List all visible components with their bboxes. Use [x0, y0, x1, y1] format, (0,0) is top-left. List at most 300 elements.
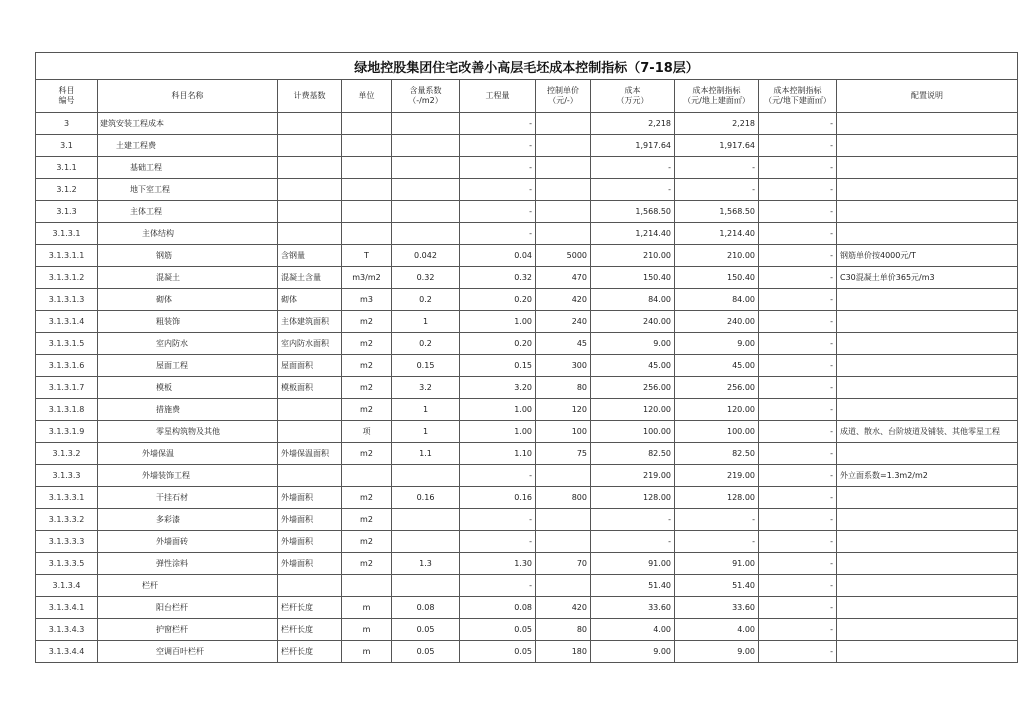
- cell-ctrl-below[interactable]: -: [759, 355, 837, 377]
- header-name[interactable]: 科目名称: [98, 80, 278, 113]
- cell-base[interactable]: 外墙面积: [278, 553, 342, 575]
- cell-price[interactable]: 800: [536, 487, 591, 509]
- cell-cost[interactable]: 219.00: [591, 465, 675, 487]
- cell-base[interactable]: 外墙保温面积: [278, 443, 342, 465]
- cell-code[interactable]: 3.1.3.3.1: [36, 487, 98, 509]
- cell-cost[interactable]: 240.00: [591, 311, 675, 333]
- table-row: [36, 311, 1018, 333]
- cell-price[interactable]: [536, 201, 591, 223]
- cell-code[interactable]: 3.1: [36, 135, 98, 157]
- cell-ctrl-below[interactable]: -: [759, 245, 837, 267]
- cell-name[interactable]: 建筑安装工程成本: [98, 113, 278, 135]
- table-row: [36, 289, 1018, 311]
- cell-base[interactable]: [278, 399, 342, 421]
- cell-qty[interactable]: 0.16: [460, 487, 536, 509]
- cell-name[interactable]: 粗装饰: [98, 311, 278, 333]
- table-row: [36, 377, 1018, 399]
- cell-note[interactable]: [837, 597, 1018, 619]
- cell-qty[interactable]: -: [460, 465, 536, 487]
- cell-base[interactable]: 模板面积: [278, 377, 342, 399]
- cell-ctrl-above[interactable]: 1,917.64: [675, 135, 759, 157]
- cell-qty[interactable]: -: [460, 575, 536, 597]
- cell-unit[interactable]: [342, 223, 392, 245]
- cell-ctrl-below[interactable]: -: [759, 465, 837, 487]
- cell-base[interactable]: [278, 201, 342, 223]
- cell-ctrl-above[interactable]: -: [675, 531, 759, 553]
- cell-price[interactable]: 80: [536, 619, 591, 641]
- cell-note[interactable]: [837, 641, 1018, 663]
- cell-coef[interactable]: [392, 157, 460, 179]
- cell-base[interactable]: [278, 135, 342, 157]
- cell-qty[interactable]: 1.00: [460, 421, 536, 443]
- cell-qty[interactable]: -: [460, 157, 536, 179]
- cell-code[interactable]: 3.1.3.3.3: [36, 531, 98, 553]
- header-coef[interactable]: 含量系数 （-/m2）: [392, 80, 460, 113]
- cell-price[interactable]: [536, 465, 591, 487]
- cell-cost[interactable]: 2,218: [591, 113, 675, 135]
- cell-cost[interactable]: 33.60: [591, 597, 675, 619]
- cell-note[interactable]: [837, 157, 1018, 179]
- cell-coef[interactable]: 0.08: [392, 597, 460, 619]
- header-price[interactable]: 控制单价 （元/-）: [536, 80, 591, 113]
- cell-name[interactable]: 室内防水: [98, 333, 278, 355]
- cell-unit[interactable]: m2: [342, 355, 392, 377]
- cell-base[interactable]: [278, 113, 342, 135]
- cell-ctrl-above[interactable]: 1,214.40: [675, 223, 759, 245]
- cell-qty[interactable]: -: [460, 135, 536, 157]
- cell-unit[interactable]: 项: [342, 421, 392, 443]
- cell-name[interactable]: 屋面工程: [98, 355, 278, 377]
- cell-unit[interactable]: [342, 179, 392, 201]
- cell-cost[interactable]: 1,568.50: [591, 201, 675, 223]
- cell-price[interactable]: 45: [536, 333, 591, 355]
- cell-code[interactable]: 3.1.3.4: [36, 575, 98, 597]
- cell-price[interactable]: [536, 113, 591, 135]
- cell-coef[interactable]: 0.16: [392, 487, 460, 509]
- cell-price[interactable]: 100: [536, 421, 591, 443]
- cell-price[interactable]: [536, 135, 591, 157]
- cell-code[interactable]: 3.1.3.3: [36, 465, 98, 487]
- table-row: [36, 355, 1018, 377]
- cell-unit[interactable]: m2: [342, 443, 392, 465]
- cell-ctrl-above[interactable]: 91.00: [675, 553, 759, 575]
- cell-ctrl-above[interactable]: 33.60: [675, 597, 759, 619]
- table-row: [36, 223, 1018, 245]
- cell-base[interactable]: [278, 421, 342, 443]
- cell-price[interactable]: 420: [536, 289, 591, 311]
- cell-cost[interactable]: 9.00: [591, 333, 675, 355]
- cell-coef[interactable]: 0.15: [392, 355, 460, 377]
- cell-code[interactable]: 3.1.3.1.9: [36, 421, 98, 443]
- cell-name[interactable]: 主体工程: [98, 201, 278, 223]
- cell-cost[interactable]: 9.00: [591, 641, 675, 663]
- cell-base[interactable]: 栏杆长度: [278, 619, 342, 641]
- cell-base[interactable]: 外墙面积: [278, 487, 342, 509]
- cell-ctrl-above[interactable]: 82.50: [675, 443, 759, 465]
- cell-code[interactable]: 3.1.3.3.2: [36, 509, 98, 531]
- cell-name[interactable]: 模板: [98, 377, 278, 399]
- cell-name[interactable]: 主体结构: [98, 223, 278, 245]
- cell-price[interactable]: 80: [536, 377, 591, 399]
- cell-ctrl-below[interactable]: -: [759, 157, 837, 179]
- cell-name[interactable]: 弹性涂料: [98, 553, 278, 575]
- cell-base[interactable]: 栏杆长度: [278, 597, 342, 619]
- cell-note[interactable]: [837, 619, 1018, 641]
- cell-note[interactable]: [837, 531, 1018, 553]
- cell-code[interactable]: 3.1.2: [36, 179, 98, 201]
- cell-name[interactable]: 外墙保温: [98, 443, 278, 465]
- header-ctrl-below[interactable]: 成本控制指标 （元/地下建面㎡）: [759, 80, 837, 113]
- cell-name[interactable]: 土建工程费: [98, 135, 278, 157]
- cell-ctrl-above[interactable]: 150.40: [675, 267, 759, 289]
- cell-base[interactable]: [278, 179, 342, 201]
- cell-unit[interactable]: m2: [342, 553, 392, 575]
- cell-name[interactable]: 砌体: [98, 289, 278, 311]
- cell-ctrl-below[interactable]: -: [759, 113, 837, 135]
- cell-name[interactable]: 零星构筑物及其他: [98, 421, 278, 443]
- cell-coef[interactable]: [392, 201, 460, 223]
- cell-qty[interactable]: 3.20: [460, 377, 536, 399]
- cell-cost[interactable]: 4.00: [591, 619, 675, 641]
- cell-ctrl-above[interactable]: 9.00: [675, 333, 759, 355]
- cell-ctrl-below[interactable]: -: [759, 333, 837, 355]
- header-base[interactable]: 计费基数: [278, 80, 342, 113]
- cell-cost[interactable]: 150.40: [591, 267, 675, 289]
- cell-unit[interactable]: m: [342, 619, 392, 641]
- cell-base[interactable]: [278, 575, 342, 597]
- cell-coef[interactable]: 1.3: [392, 553, 460, 575]
- cell-base[interactable]: 含钢量: [278, 245, 342, 267]
- cell-qty[interactable]: 0.15: [460, 355, 536, 377]
- cell-base[interactable]: 室内防水面积: [278, 333, 342, 355]
- cell-note[interactable]: [837, 509, 1018, 531]
- cell-coef[interactable]: [392, 113, 460, 135]
- cell-code[interactable]: 3.1.3.4.4: [36, 641, 98, 663]
- cell-note[interactable]: [837, 575, 1018, 597]
- cell-note[interactable]: [837, 289, 1018, 311]
- header-note[interactable]: 配置说明: [837, 80, 1018, 113]
- cell-price[interactable]: [536, 509, 591, 531]
- cell-ctrl-above[interactable]: 1,568.50: [675, 201, 759, 223]
- cell-name[interactable]: 外墙面砖: [98, 531, 278, 553]
- cell-name[interactable]: 栏杆: [98, 575, 278, 597]
- table-row: [36, 509, 1018, 531]
- cell-cost[interactable]: 1,917.64: [591, 135, 675, 157]
- cell-ctrl-below[interactable]: -: [759, 575, 837, 597]
- cell-cost[interactable]: 120.00: [591, 399, 675, 421]
- cell-name[interactable]: 外墙装饰工程: [98, 465, 278, 487]
- cell-note[interactable]: [837, 179, 1018, 201]
- cell-coef[interactable]: 0.05: [392, 619, 460, 641]
- cell-cost[interactable]: -: [591, 179, 675, 201]
- cell-unit[interactable]: m2: [342, 311, 392, 333]
- cell-unit[interactable]: m2: [342, 509, 392, 531]
- cell-coef[interactable]: [392, 179, 460, 201]
- cell-name[interactable]: 基础工程: [98, 157, 278, 179]
- cell-ctrl-above[interactable]: 45.00: [675, 355, 759, 377]
- cell-base[interactable]: [278, 465, 342, 487]
- cell-ctrl-below[interactable]: -: [759, 399, 837, 421]
- cell-unit[interactable]: m3/m2: [342, 267, 392, 289]
- cell-unit[interactable]: T: [342, 245, 392, 267]
- cell-ctrl-above[interactable]: 51.40: [675, 575, 759, 597]
- cell-cost[interactable]: 91.00: [591, 553, 675, 575]
- cell-cost[interactable]: 45.00: [591, 355, 675, 377]
- cell-price[interactable]: [536, 179, 591, 201]
- cell-note[interactable]: 成道、散水、台阶坡道及铺装、其他零星工程: [837, 421, 1018, 443]
- cell-cost[interactable]: 100.00: [591, 421, 675, 443]
- cell-name[interactable]: 地下室工程: [98, 179, 278, 201]
- cell-cost[interactable]: 1,214.40: [591, 223, 675, 245]
- cell-price[interactable]: [536, 575, 591, 597]
- cell-code[interactable]: 3.1.3.3.5: [36, 553, 98, 575]
- cell-note[interactable]: [837, 443, 1018, 465]
- cell-ctrl-below[interactable]: -: [759, 267, 837, 289]
- cell-cost[interactable]: 51.40: [591, 575, 675, 597]
- cell-price[interactable]: 300: [536, 355, 591, 377]
- cell-qty[interactable]: 1.00: [460, 399, 536, 421]
- cell-base[interactable]: 外墙面积: [278, 509, 342, 531]
- cell-ctrl-above[interactable]: 120.00: [675, 399, 759, 421]
- cell-qty[interactable]: 0.04: [460, 245, 536, 267]
- cost-table: [35, 52, 1018, 663]
- cell-qty[interactable]: 0.20: [460, 289, 536, 311]
- cell-code[interactable]: 3.1.3.1.2: [36, 267, 98, 289]
- cell-code[interactable]: 3.1.1: [36, 157, 98, 179]
- cell-base[interactable]: [278, 223, 342, 245]
- cell-qty[interactable]: 0.08: [460, 597, 536, 619]
- cell-coef[interactable]: [392, 509, 460, 531]
- sheet-title[interactable]: 绿地控股集团住宅改善小高层毛坯成本控制指标（7-18层）: [36, 53, 1018, 80]
- cell-unit[interactable]: m: [342, 597, 392, 619]
- cell-base[interactable]: 屋面面积: [278, 355, 342, 377]
- cell-ctrl-above[interactable]: 100.00: [675, 421, 759, 443]
- cell-qty[interactable]: 1.00: [460, 311, 536, 333]
- cell-note[interactable]: [837, 553, 1018, 575]
- cell-unit[interactable]: [342, 135, 392, 157]
- cell-coef[interactable]: [392, 575, 460, 597]
- cell-cost[interactable]: 84.00: [591, 289, 675, 311]
- cell-ctrl-above[interactable]: -: [675, 179, 759, 201]
- cell-note[interactable]: [837, 487, 1018, 509]
- cell-ctrl-below[interactable]: -: [759, 443, 837, 465]
- cell-code[interactable]: 3.1.3.1.5: [36, 333, 98, 355]
- header-cost[interactable]: 成本 （万元）: [591, 80, 675, 113]
- cell-ctrl-above[interactable]: -: [675, 509, 759, 531]
- cell-unit[interactable]: [342, 113, 392, 135]
- cell-unit[interactable]: [342, 201, 392, 223]
- cell-qty[interactable]: -: [460, 223, 536, 245]
- cell-cost[interactable]: 82.50: [591, 443, 675, 465]
- cell-note[interactable]: [837, 201, 1018, 223]
- cell-price[interactable]: 180: [536, 641, 591, 663]
- cell-unit[interactable]: m2: [342, 399, 392, 421]
- cell-qty[interactable]: -: [460, 179, 536, 201]
- cell-note[interactable]: [837, 333, 1018, 355]
- cell-code[interactable]: 3.1.3: [36, 201, 98, 223]
- cell-coef[interactable]: 1: [392, 311, 460, 333]
- cell-qty[interactable]: -: [460, 509, 536, 531]
- cell-name[interactable]: 空调百叶栏杆: [98, 641, 278, 663]
- cell-ctrl-below[interactable]: -: [759, 377, 837, 399]
- header-row: [36, 80, 1018, 113]
- cell-qty[interactable]: 0.20: [460, 333, 536, 355]
- cell-code[interactable]: 3.1.3.1.4: [36, 311, 98, 333]
- header-code[interactable]: 科目 编号: [36, 80, 98, 113]
- cell-base[interactable]: 栏杆长度: [278, 641, 342, 663]
- cell-cost[interactable]: -: [591, 157, 675, 179]
- cell-qty[interactable]: 1.10: [460, 443, 536, 465]
- cell-qty[interactable]: 1.30: [460, 553, 536, 575]
- cell-price[interactable]: 470: [536, 267, 591, 289]
- cell-name[interactable]: 护窗栏杆: [98, 619, 278, 641]
- cell-unit[interactable]: m3: [342, 289, 392, 311]
- cell-price[interactable]: [536, 531, 591, 553]
- cell-ctrl-above[interactable]: 219.00: [675, 465, 759, 487]
- cell-code[interactable]: 3.1.3.1.1: [36, 245, 98, 267]
- cell-unit[interactable]: m: [342, 641, 392, 663]
- cell-unit[interactable]: [342, 157, 392, 179]
- cell-price[interactable]: [536, 157, 591, 179]
- cell-unit[interactable]: m2: [342, 333, 392, 355]
- cell-price[interactable]: 5000: [536, 245, 591, 267]
- cell-qty[interactable]: 0.05: [460, 619, 536, 641]
- cell-note[interactable]: [837, 311, 1018, 333]
- cell-price[interactable]: 420: [536, 597, 591, 619]
- cell-ctrl-below[interactable]: -: [759, 289, 837, 311]
- cell-coef[interactable]: 0.32: [392, 267, 460, 289]
- cell-cost[interactable]: -: [591, 531, 675, 553]
- cell-ctrl-below[interactable]: -: [759, 619, 837, 641]
- cell-ctrl-below[interactable]: -: [759, 179, 837, 201]
- cell-ctrl-below[interactable]: -: [759, 201, 837, 223]
- cell-ctrl-below[interactable]: -: [759, 311, 837, 333]
- cell-ctrl-above[interactable]: 9.00: [675, 641, 759, 663]
- cell-code[interactable]: 3.1.3.4.3: [36, 619, 98, 641]
- cell-note[interactable]: [837, 355, 1018, 377]
- cell-qty[interactable]: -: [460, 201, 536, 223]
- cell-ctrl-below[interactable]: -: [759, 135, 837, 157]
- cell-code[interactable]: 3.1.3.1.8: [36, 399, 98, 421]
- cell-unit[interactable]: m2: [342, 531, 392, 553]
- cell-coef[interactable]: 1: [392, 399, 460, 421]
- cell-name[interactable]: 混凝土: [98, 267, 278, 289]
- cell-coef[interactable]: [392, 135, 460, 157]
- cell-coef[interactable]: [392, 531, 460, 553]
- cell-coef[interactable]: 0.2: [392, 289, 460, 311]
- table-row: [36, 443, 1018, 465]
- cell-note[interactable]: 钢筋单价按4000元/T: [837, 245, 1018, 267]
- cell-code[interactable]: 3.1.3.1: [36, 223, 98, 245]
- cell-qty[interactable]: 0.05: [460, 641, 536, 663]
- table-row: [36, 333, 1018, 355]
- cell-price[interactable]: 120: [536, 399, 591, 421]
- cell-name[interactable]: 干挂石材: [98, 487, 278, 509]
- cell-coef[interactable]: 0.2: [392, 333, 460, 355]
- cell-cost[interactable]: 210.00: [591, 245, 675, 267]
- cell-ctrl-below[interactable]: -: [759, 597, 837, 619]
- cell-base[interactable]: 混凝土含量: [278, 267, 342, 289]
- cell-coef[interactable]: [392, 223, 460, 245]
- cell-note[interactable]: [837, 223, 1018, 245]
- cell-ctrl-below[interactable]: -: [759, 531, 837, 553]
- cell-name[interactable]: 钢筋: [98, 245, 278, 267]
- cell-ctrl-above[interactable]: 256.00: [675, 377, 759, 399]
- cell-code[interactable]: 3.1.3.1.3: [36, 289, 98, 311]
- cell-cost[interactable]: -: [591, 509, 675, 531]
- cell-ctrl-above[interactable]: 4.00: [675, 619, 759, 641]
- cell-ctrl-below[interactable]: -: [759, 553, 837, 575]
- cell-note[interactable]: C30混凝土单价365元/m3: [837, 267, 1018, 289]
- cell-ctrl-below[interactable]: -: [759, 223, 837, 245]
- cell-base[interactable]: 砌体: [278, 289, 342, 311]
- cell-coef[interactable]: 1: [392, 421, 460, 443]
- cell-coef[interactable]: 0.05: [392, 641, 460, 663]
- cell-ctrl-above[interactable]: -: [675, 157, 759, 179]
- cell-price[interactable]: 75: [536, 443, 591, 465]
- cell-price[interactable]: 70: [536, 553, 591, 575]
- cell-code[interactable]: 3.1.3.1.6: [36, 355, 98, 377]
- table-row: [36, 157, 1018, 179]
- cell-note[interactable]: [837, 377, 1018, 399]
- cell-name[interactable]: 多彩漆: [98, 509, 278, 531]
- cell-ctrl-below[interactable]: -: [759, 509, 837, 531]
- header-qty[interactable]: 工程量: [460, 80, 536, 113]
- cell-code[interactable]: 3.1.3.2: [36, 443, 98, 465]
- cell-code[interactable]: 3.1.3.4.1: [36, 597, 98, 619]
- cell-note[interactable]: [837, 399, 1018, 421]
- cell-ctrl-above[interactable]: 128.00: [675, 487, 759, 509]
- header-ctrl-above[interactable]: 成本控制指标 （元/地上建面㎡）: [675, 80, 759, 113]
- cell-ctrl-below[interactable]: -: [759, 487, 837, 509]
- cell-qty[interactable]: -: [460, 113, 536, 135]
- cell-base[interactable]: [278, 157, 342, 179]
- cell-name[interactable]: 措施费: [98, 399, 278, 421]
- cell-unit[interactable]: m2: [342, 487, 392, 509]
- cell-code[interactable]: 3.1.3.1.7: [36, 377, 98, 399]
- cell-ctrl-below[interactable]: -: [759, 641, 837, 663]
- cell-base[interactable]: 主体建筑面积: [278, 311, 342, 333]
- cell-price[interactable]: [536, 223, 591, 245]
- cell-coef[interactable]: 3.2: [392, 377, 460, 399]
- table-row: [36, 465, 1018, 487]
- cell-note[interactable]: [837, 135, 1018, 157]
- table-row: [36, 245, 1018, 267]
- cell-ctrl-below[interactable]: -: [759, 421, 837, 443]
- cell-unit[interactable]: [342, 575, 392, 597]
- cell-ctrl-above[interactable]: 210.00: [675, 245, 759, 267]
- cell-note[interactable]: 外立面系数=1.3m2/m2: [837, 465, 1018, 487]
- cell-coef[interactable]: [392, 465, 460, 487]
- cell-coef[interactable]: 1.1: [392, 443, 460, 465]
- cell-price[interactable]: 240: [536, 311, 591, 333]
- cell-name[interactable]: 阳台栏杆: [98, 597, 278, 619]
- cell-code[interactable]: 3: [36, 113, 98, 135]
- cell-qty[interactable]: 0.32: [460, 267, 536, 289]
- cell-cost[interactable]: 256.00: [591, 377, 675, 399]
- cell-unit[interactable]: m2: [342, 377, 392, 399]
- cell-coef[interactable]: 0.042: [392, 245, 460, 267]
- cell-cost[interactable]: 128.00: [591, 487, 675, 509]
- cell-unit[interactable]: [342, 465, 392, 487]
- cell-qty[interactable]: -: [460, 531, 536, 553]
- cell-ctrl-above[interactable]: 240.00: [675, 311, 759, 333]
- header-unit[interactable]: 单位: [342, 80, 392, 113]
- cell-ctrl-above[interactable]: 2,218: [675, 113, 759, 135]
- cell-note[interactable]: [837, 113, 1018, 135]
- cell-ctrl-above[interactable]: 84.00: [675, 289, 759, 311]
- cell-base[interactable]: 外墙面积: [278, 531, 342, 553]
